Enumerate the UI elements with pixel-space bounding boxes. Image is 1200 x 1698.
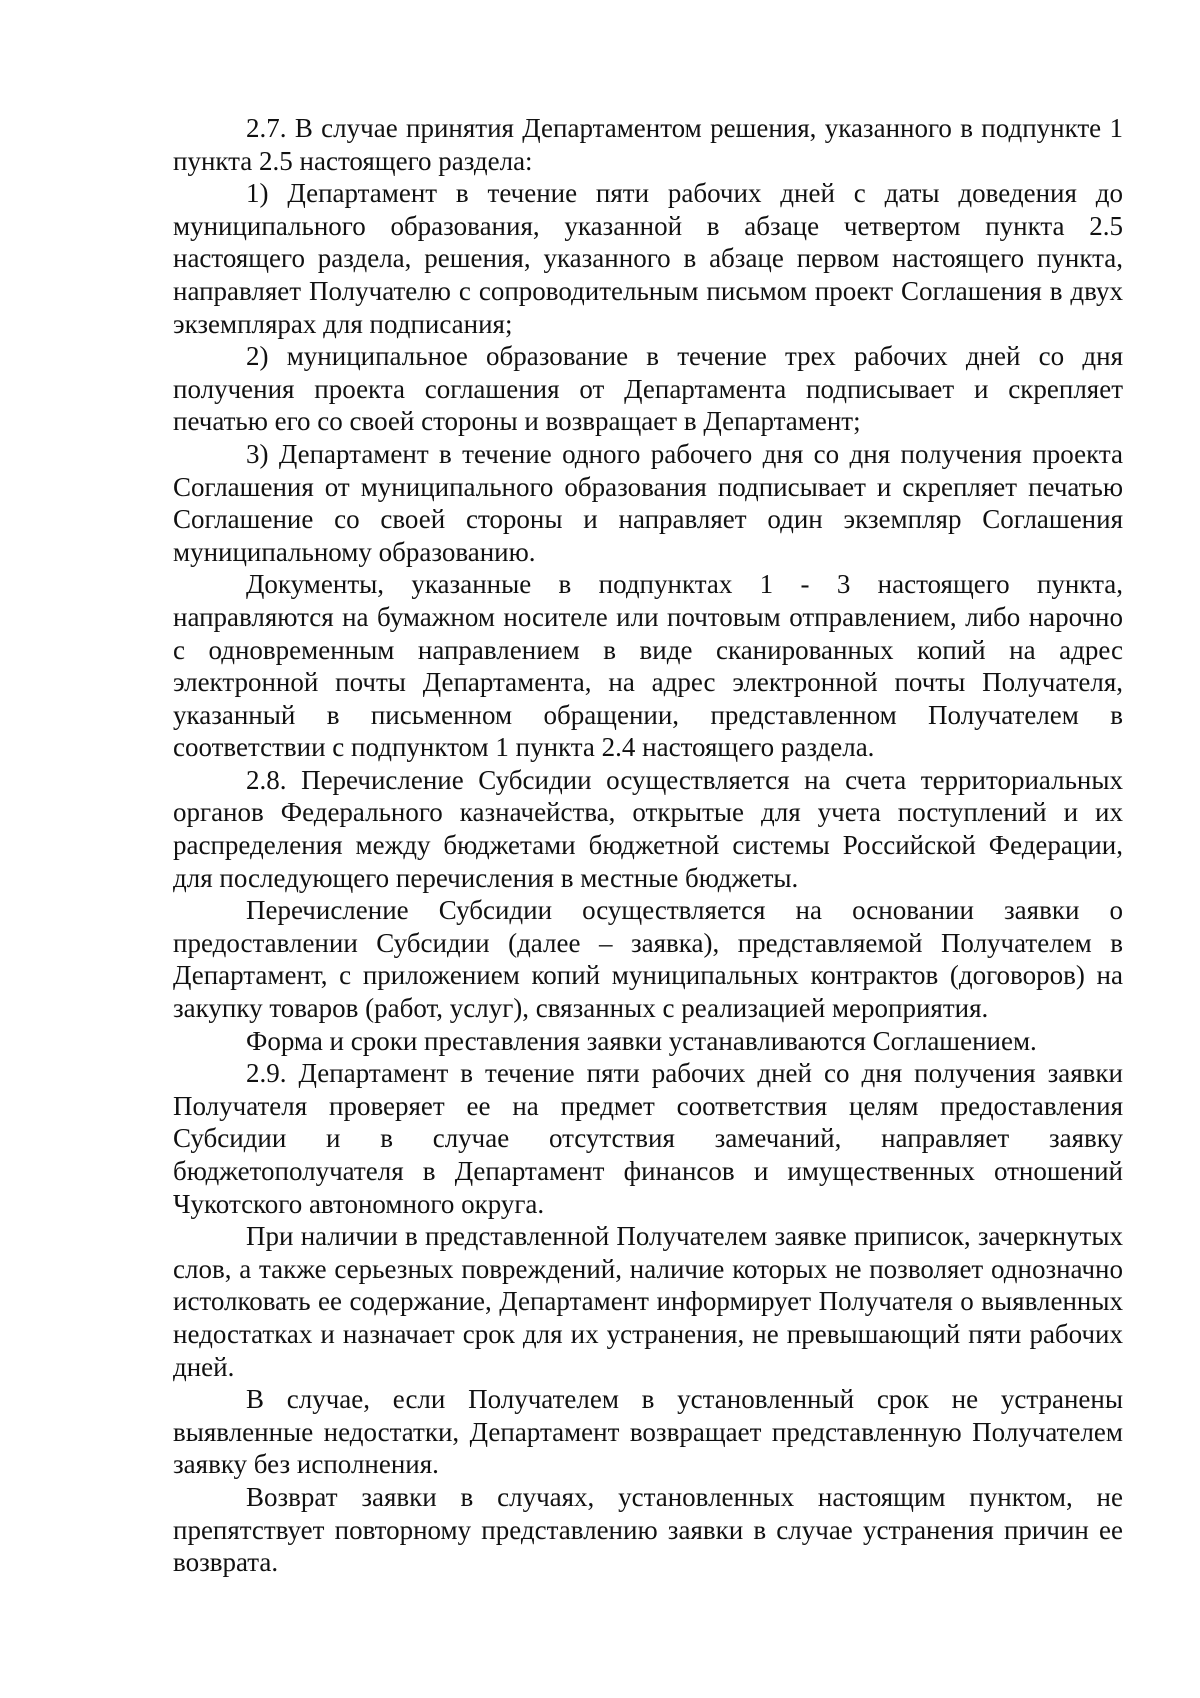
paragraph-resubmission: Возврат заявки в случаях, установленных настоящим пунктом, не препятствует повторному представлению заявки в случае устранения причин ее возврата.: [173, 1481, 1123, 1578]
paragraph-subitem-2: 2) муниципальное образование в течение трех рабочих дней со дня получения проекта соглашения от Департамента подписывает и скрепляет печатью его со своей стороны и возвращает в Департамент;: [173, 341, 1123, 437]
paragraph-2-7: 2.7. В случае принятия Департаментом решения, указанного в подпункте 1 пункта 2.5 настоящего раздела:: [173, 113, 1123, 176]
paragraph-application-form: Форма и сроки преставления заявки устанавливаются Соглашением.: [246, 1025, 1037, 1056]
paragraph-application-return: В случае, если Получателем в установленный срок не устранены выявленные недостатки, Департамент возвращает представленную Получателем заявку без исполнения.: [173, 1384, 1123, 1480]
paragraph-subitem-3: 3) Департамент в течение одного рабочего дня со дня получения проекта Соглашения от муниципального образования подписывает и скрепляет печатью Соглашение со своей стороны и направляет один экземпляр Соглашения муниципальному образованию.: [173, 438, 1123, 567]
document-body: [173, 112, 1123, 1579]
paragraph-documents-delivery: Документы, указанные в подпунктах 1 - 3 настоящего пункта, направляются на бумажном носителе или почтовым отправлением, либо нарочно с одновременным направлением в виде сканированных копий на адрес электронной почты Департамента, на адрес электронной почты Получателя, указанный в письменном обращении, представленном Получателем в соответствии с подпунктом 1 пункта 2.4 настоящего раздела.: [173, 569, 1123, 763]
paragraph-subsidy-transfer-basis: Перечисление Субсидии осуществляется на основании заявки о предоставлении Субсидии (далее – заявка), представляемой Получателем в Департамент, с приложением копий муниципальных контрактов (договоров) на закупку товаров (работ, услуг), связанных с реализацией мероприятия.: [173, 895, 1123, 1024]
paragraph-2-8: 2.8. Перечисление Субсидии осуществляется на счета территориальных органов Федерального казначейства, открытые для учета поступлений и их распределения между бюджетами бюджетной системы Российской Федерации, для последующего перечисления в местные бюджеты.: [173, 764, 1123, 893]
paragraph-application-defects: При наличии в представленной Получателем заявке приписок, зачеркнутых слов, а также серьезных повреждений, наличие которых не позволяет однозначно истолковать ее содержание, Департамент информирует Получателя о выявленных недостатках и назначает срок для их устранения, не превышающий пяти рабочих дней.: [173, 1221, 1123, 1382]
paragraph-subitem-1: 1) Департамент в течение пяти рабочих дней с даты доведения до муниципального образования, указанной в абзаце четвертом пункта 2.5 настоящего раздела, решения, указанного в абзаце первом настоящего пункта, направляет Получателю с сопроводительным письмом проект Соглашения в двух экземплярах для подписания;: [173, 178, 1123, 339]
paragraph-2-9: 2.9. Департамент в течение пяти рабочих дней со дня получения заявки Получателя проверяет ее на предмет соответствия целям предоставления Субсидии и в случае отсутствия замечаний, направляет заявку бюджетополучателя в Департамент финансов и имущественных отношений Чукотского автономного округа.: [173, 1058, 1123, 1219]
